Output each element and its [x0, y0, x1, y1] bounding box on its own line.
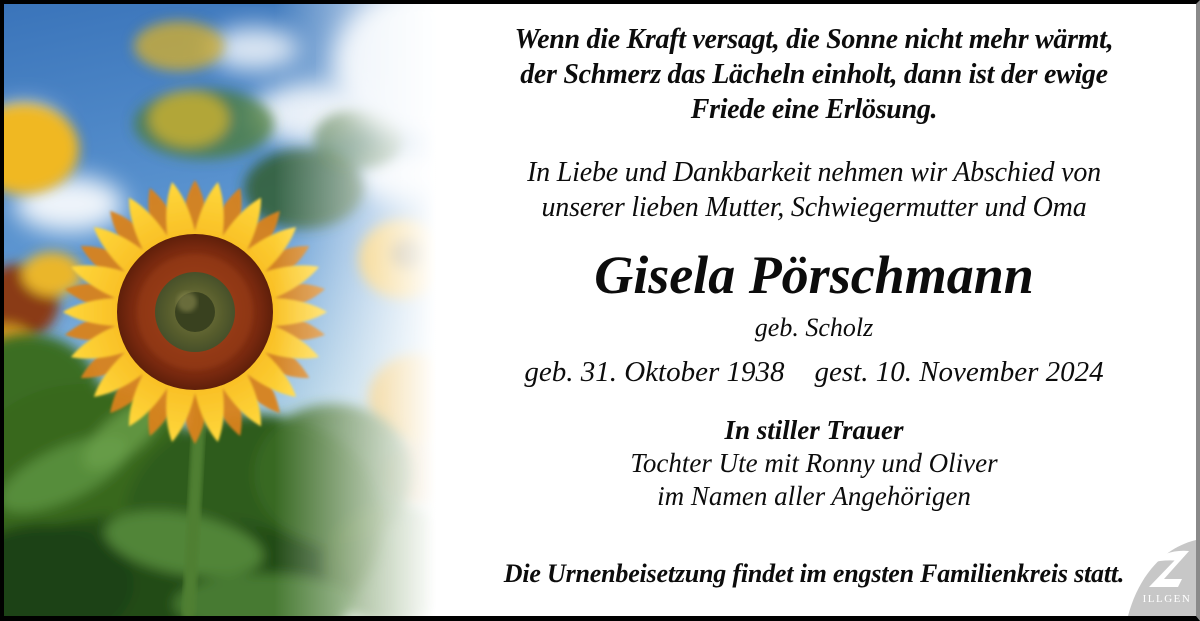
sunflower-photo — [4, 4, 436, 616]
mourners-line: Tochter Ute mit Ronny und Oliver — [630, 448, 998, 478]
funeral-home-logo — [1104, 536, 1196, 616]
deceased-name: Gisela Pörschmann — [594, 245, 1034, 305]
life-dates — [432, 354, 1196, 390]
death-date: gest. 10. November 2024 — [814, 356, 1104, 388]
verse-line: der Schmerz das Lächeln einholt, dann ist der ewige — [520, 59, 1108, 90]
mourning-heading: In stiller Trauer — [724, 415, 904, 445]
mourners-line: im Namen aller Angehörigen — [657, 481, 971, 511]
farewell-intro — [432, 155, 1196, 225]
mourners-block — [432, 414, 1196, 513]
logo-wordmark: ILLGEN — [1142, 593, 1192, 605]
intro-line: unserer lieben Mutter, Schwiegermutter und Oma — [541, 192, 1087, 223]
verse-line: Friede eine Erlösung. — [690, 94, 938, 125]
funeral-notice: Die Urnenbeisetzung findet im engsten Familienkreis statt. — [503, 559, 1125, 588]
maiden-name: geb. Scholz — [754, 313, 874, 342]
obituary-text — [432, 4, 1196, 616]
opening-verse — [432, 22, 1196, 127]
birth-date: geb. 31. Oktober 1938 — [524, 356, 785, 388]
intro-line: In Liebe und Dankbarkeit nehmen wir Abschied von — [527, 157, 1101, 188]
verse-line: Wenn die Kraft versagt, die Sonne nicht mehr wärmt, — [514, 24, 1114, 55]
